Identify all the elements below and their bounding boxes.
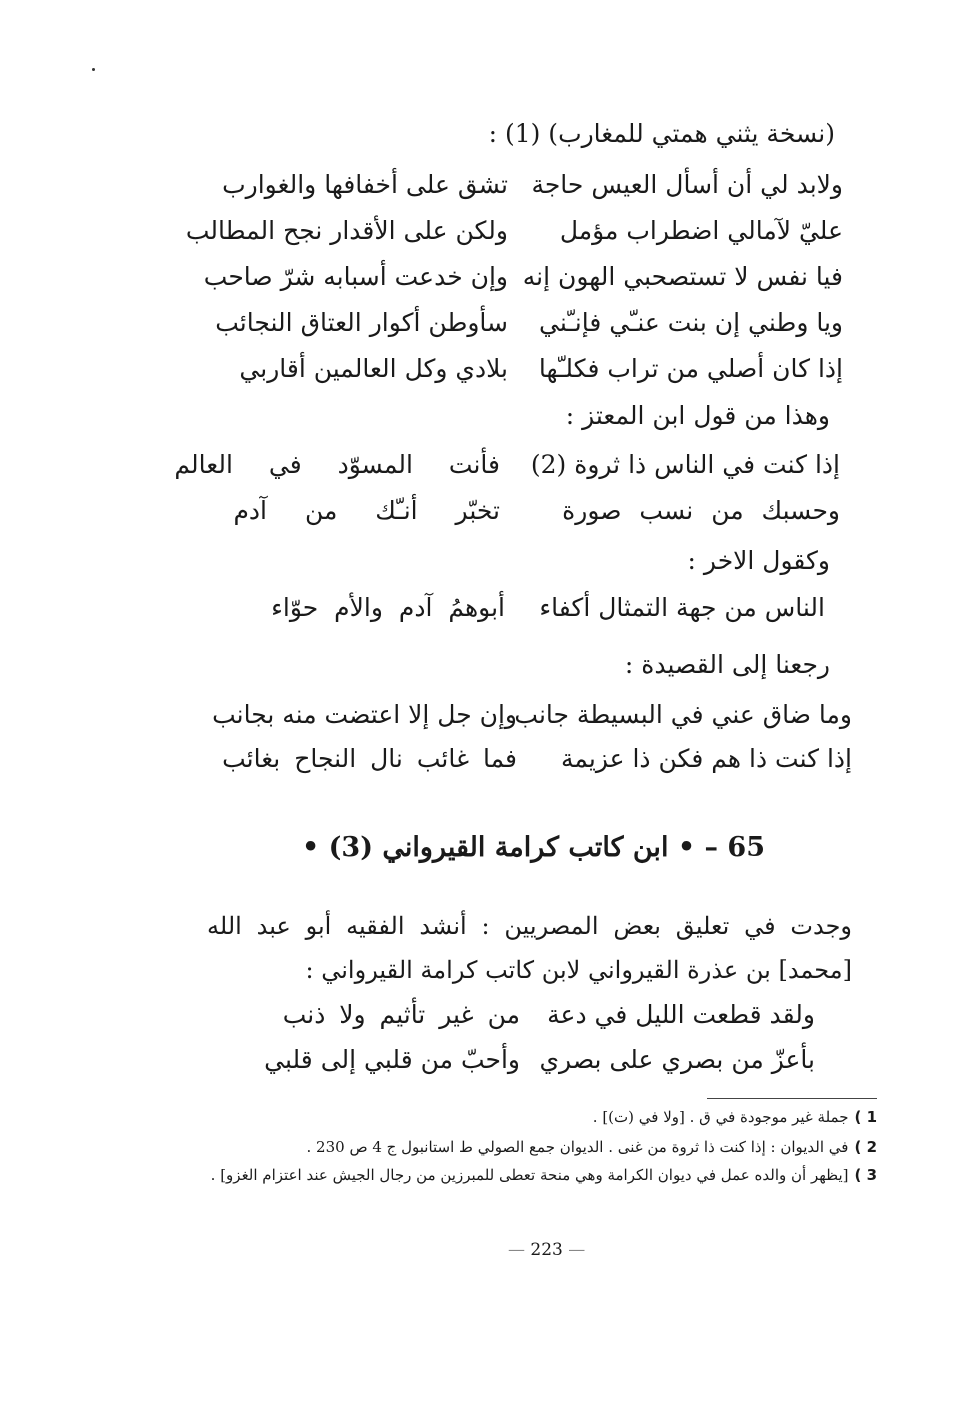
footnote xyxy=(172,1164,877,1186)
verse-second-hemistich: وإن خدعت أسبابه شرّ صاحب xyxy=(203,262,508,291)
verse-second-hemistich: تخبّر أنـّك من آدم xyxy=(233,496,500,525)
verse-second-hemistich: أبوهمُ آدم والأم حوّاء xyxy=(271,593,505,622)
verse-first-hemistich: إذا كنت في الناس ذا ثروة (2) xyxy=(530,450,840,479)
verse-line xyxy=(215,593,825,633)
verse-first-hemistich: بأعزّ من بصري على بصري xyxy=(539,1045,815,1074)
section-heading: 65 – • ابن كاتب كرامة القيرواني (3) • xyxy=(301,832,765,863)
caption-line: وكقول الاخر : xyxy=(687,546,830,575)
body-paragraph: وجدت في تعليق بعض المصريين : أنشد الفقيه أبو عبد الله [محمد] بن عذرة القيرواني لابن كاتب كرامة القيرواني : xyxy=(207,912,852,984)
verse-second-hemistich: بلادي وكل العالمين أقاربي xyxy=(239,354,508,383)
caption-line: وهذا من قول ابن المعتز : xyxy=(565,401,830,430)
verse-second-hemistich: سأوطن أكوار العتاق النجائب xyxy=(215,308,508,337)
footnote-text: جملة غير موجودة في ق . [ولا في (ت)] . xyxy=(592,1108,849,1126)
verse-line xyxy=(264,1045,815,1085)
verse-first-hemistich: فيا نفس لا تستصحبي الهون إنه xyxy=(522,262,843,291)
verse-line xyxy=(174,450,840,490)
verse-second-hemistich: فما غائب نال النجاح بغائب xyxy=(222,744,517,773)
verse-line xyxy=(233,354,843,394)
footnote-number: 2 ) xyxy=(854,1138,877,1156)
verse-first-hemistich: إذا كنت ذا هم فكن ذا عزيمة xyxy=(561,744,852,773)
verse-second-hemistich: من غير تأثيم ولا ذنب xyxy=(282,1000,520,1029)
verse-second-hemistich: فأنت المسوّد في العالم xyxy=(174,450,500,479)
verse-line xyxy=(185,216,843,256)
verse-first-hemistich: ولابد لي أن أسأل العيس حاجة xyxy=(531,170,843,199)
intro-line: (نسخة يثني همتي للمغارب) (1) : xyxy=(488,119,835,148)
verse-line xyxy=(222,170,843,210)
footnote-text: في الديوان : إذا كنت ذا ثروة من غنى . الديوان جمع الصولي ط استانبول ج 4 ص 230 . xyxy=(306,1138,849,1156)
verse-first-hemistich: الناس من جهة التمثال أكفاء xyxy=(539,593,825,622)
verse-first-hemistich: عليّ لآمالي اضطراب مؤمل xyxy=(559,216,843,245)
verse-second-hemistich: وإن جل إلا اعتضت منه بجانب xyxy=(212,700,517,729)
verse-first-hemistich: ويا وطني إن بنت عنـّي فإنـّني xyxy=(539,308,843,337)
verse-line xyxy=(203,262,843,302)
caption-line: رجعنا إلى القصيدة : xyxy=(624,650,830,679)
footnote-number: 1 ) xyxy=(854,1108,877,1126)
verse-line xyxy=(230,496,840,536)
verse-first-hemistich: ولقد قطعت الليل في دعة xyxy=(547,1000,815,1029)
verse-second-hemistich: وأحبّ من قلبي إلى قلبي xyxy=(264,1045,520,1074)
footnote-number: 3 ) xyxy=(854,1166,877,1184)
footnote-text: [يظهر أن والده عمل في ديوان الكرامة وهي منحة تعطى للمبرزين من رجال الجيش عند اعتزام الغزو] . xyxy=(210,1166,849,1184)
verse-line xyxy=(215,308,843,348)
verse-first-hemistich: وما ضاق عني في البسيطة جانب xyxy=(514,700,852,729)
verse-line xyxy=(275,1000,815,1040)
footnote-divider xyxy=(707,1098,877,1099)
verse-line xyxy=(222,744,852,784)
page-number: — 223 — xyxy=(508,1240,586,1260)
verse-first-hemistich: وحسبك من نسب صورة xyxy=(562,496,840,525)
verse-second-hemistich: تشق على أخفافها والغوارب xyxy=(222,170,508,199)
verse-first-hemistich: إذا كان أصلي من تراب فكلـّها xyxy=(538,354,843,383)
scan-speck xyxy=(92,68,95,71)
footnote xyxy=(177,1106,877,1128)
verse-second-hemistich: ولكن على الأقدار نجح المطالب xyxy=(185,216,508,245)
verse-line xyxy=(212,700,852,740)
footnote xyxy=(177,1136,877,1158)
